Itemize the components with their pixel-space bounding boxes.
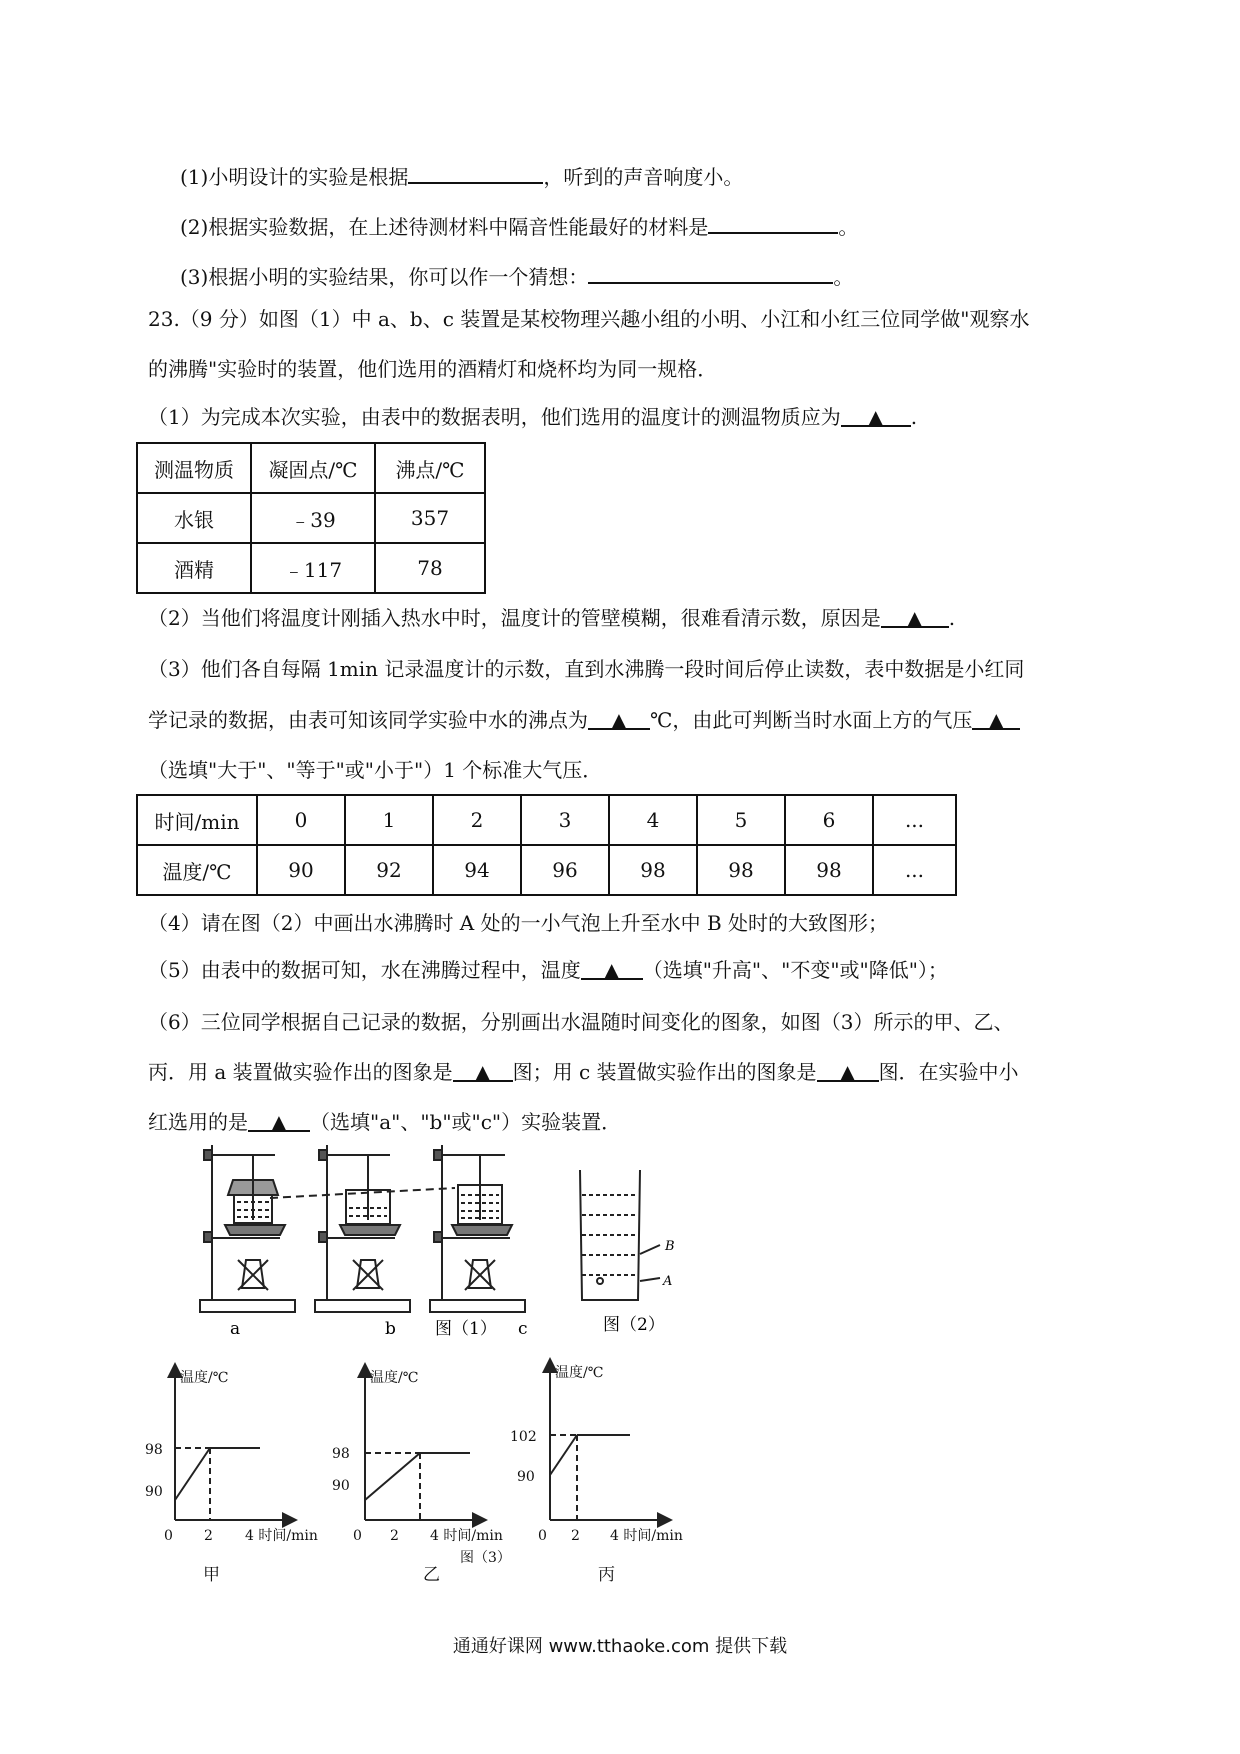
setup-a xyxy=(200,1145,295,1312)
figure-caption: 图（3） xyxy=(460,1550,511,1566)
graphs-figure xyxy=(140,1350,710,1600)
table-cell: ... xyxy=(873,795,956,845)
table-cell: 4 xyxy=(609,795,697,845)
graph-bing xyxy=(550,1365,665,1520)
answer-blank[interactable] xyxy=(708,210,838,234)
triangle-icon: ▲ xyxy=(839,1060,856,1084)
q23-text: 丙．用 a 装置做实验作出的图象是 xyxy=(148,1060,453,1084)
beaker-figure-2 xyxy=(580,1170,660,1300)
y-axis-label: 温度/℃ xyxy=(555,1365,604,1381)
q23-intro-1: 23.（9 分）如图（1）中 a、b、c 装置是某校物理兴趣小组的小明、小江和小红三位同学做"观察水 xyxy=(148,307,1030,331)
q23-part-2 xyxy=(148,604,955,632)
answer-blank[interactable] xyxy=(881,604,949,628)
table-cell: 3 xyxy=(521,795,609,845)
y-tick: 90 xyxy=(332,1478,350,1494)
table-cell: 酒精 xyxy=(137,543,251,593)
setup-b xyxy=(315,1145,410,1312)
apparatus-figure xyxy=(190,1140,710,1340)
q23-part-3a: （3）他们各自每隔 1min 记录温度计的示数，直到水沸腾一段时间后停止读数，表中数据是小红同 xyxy=(148,657,1025,681)
q23-text: 红选用的是 xyxy=(148,1110,248,1134)
q23-part-5 xyxy=(148,956,948,984)
time-temperature-table xyxy=(136,794,957,896)
answer-blank[interactable] xyxy=(841,403,911,427)
graph-name: 甲 xyxy=(203,1565,220,1585)
x-axis-label: 4 时间/min xyxy=(610,1528,683,1544)
q23-text: （2）当他们将温度计刚插入热水中时，温度计的管壁模糊，很难看清示数，原因是 xyxy=(148,606,881,630)
q22-text: 。 xyxy=(833,265,854,289)
q23-text: . xyxy=(910,405,918,429)
q23-text: 图；用 c 装置做实验作出的图象是 xyxy=(512,1060,817,1084)
table-header: 时间/min xyxy=(137,795,257,845)
y-tick: 98 xyxy=(332,1446,350,1462)
table-cell: 98 xyxy=(785,845,873,895)
q23-intro-2: 的沸腾"实验时的装置，他们选用的酒精灯和烧杯均为同一规格． xyxy=(148,357,718,381)
y-tick: 98 xyxy=(145,1442,163,1458)
q22-text: (1)小明设计的实验是根据 xyxy=(180,165,409,189)
figure-label: c xyxy=(518,1319,528,1339)
figure-label: a xyxy=(230,1319,241,1339)
q23-text: 学记录的数据，由表可知该同学实验中水的沸点为 xyxy=(148,708,588,732)
answer-blank[interactable] xyxy=(817,1058,879,1082)
answer-blank[interactable] xyxy=(581,956,643,980)
table-cell: ... xyxy=(873,845,956,895)
table-cell: 94 xyxy=(433,845,521,895)
table-header: 温度/℃ xyxy=(137,845,257,895)
figure-label: b xyxy=(385,1319,396,1339)
x-tick: 0 xyxy=(538,1528,547,1544)
table-cell: 92 xyxy=(345,845,433,895)
thermometer-table xyxy=(136,442,486,594)
q23-text: （1）为完成本次实验，由表中的数据表明，他们选用的温度计的测温物质应为 xyxy=(148,405,841,429)
table-cell: 90 xyxy=(257,845,345,895)
table-cell: 78 xyxy=(375,543,485,593)
x-tick: 2 xyxy=(204,1528,213,1544)
q23-part-6a: （6）三位同学根据自己记录的数据，分别画出水温随时间变化的图象，如图（3）所示的甲、乙、 xyxy=(148,1010,1014,1034)
answer-blank[interactable] xyxy=(972,706,1020,730)
q22-text: (2)根据实验数据，在上述待测材料中隔音性能最好的材料是 xyxy=(180,215,709,239)
triangle-icon: ▲ xyxy=(988,708,1005,732)
y-tick: 90 xyxy=(145,1484,163,1500)
x-tick: 2 xyxy=(571,1528,580,1544)
graph-line xyxy=(175,1448,210,1500)
table-cell: 357 xyxy=(375,493,485,543)
x-tick: 0 xyxy=(164,1528,173,1544)
q23-text: （5）由表中的数据可知，水在沸腾过程中，温度 xyxy=(148,958,581,982)
y-axis-label: 温度/℃ xyxy=(180,1370,229,1386)
q22-text: 。 xyxy=(838,215,859,239)
table-cell: 1 xyxy=(345,795,433,845)
q23-part-4: （4）请在图（2）中画出水沸腾时 A 处的一小气泡上升至水中 B 处时的大致图形； xyxy=(148,911,889,935)
triangle-icon: ▲ xyxy=(868,405,884,429)
beaker-label-a: A xyxy=(663,1274,673,1289)
q23-text: . xyxy=(948,606,956,630)
graph-name: 乙 xyxy=(423,1565,440,1585)
answer-blank[interactable] xyxy=(588,260,833,284)
table-cell: 0 xyxy=(257,795,345,845)
figure-caption: 图（1） xyxy=(435,1319,497,1339)
answer-blank[interactable] xyxy=(408,160,543,184)
table-cell: 6 xyxy=(785,795,873,845)
y-tick: 90 xyxy=(517,1469,535,1485)
triangle-icon: ▲ xyxy=(474,1060,491,1084)
table-cell: ﹣117 xyxy=(251,543,375,593)
triangle-icon: ▲ xyxy=(271,1110,287,1134)
triangle-icon: ▲ xyxy=(611,708,627,732)
table-cell: 水银 xyxy=(137,493,251,543)
triangle-icon: ▲ xyxy=(604,958,620,982)
q23-text: （选填"a"、"b"或"c"）实验装置． xyxy=(310,1110,622,1134)
q23-part-6c xyxy=(148,1108,621,1136)
x-tick: 2 xyxy=(390,1528,399,1544)
y-axis-label: 温度/℃ xyxy=(370,1370,419,1386)
graph-name: 丙 xyxy=(598,1565,615,1585)
q22-line-3 xyxy=(180,260,853,291)
answer-blank[interactable] xyxy=(248,1108,310,1132)
q22-line-1 xyxy=(180,160,743,191)
q22-text: (3)根据小明的实验结果，你可以作一个猜想： xyxy=(180,265,589,289)
graph-yi xyxy=(365,1370,480,1520)
table-header: 测温物质 xyxy=(137,443,251,493)
setup-c xyxy=(430,1145,525,1312)
table-cell: 2 xyxy=(433,795,521,845)
q23-part-3c: （选填"大于"、"等于"或"小于"）1 个标准大气压． xyxy=(148,758,603,782)
y-tick: 102 xyxy=(510,1429,537,1445)
graph-line xyxy=(365,1453,420,1500)
table-cell: ﹣39 xyxy=(251,493,375,543)
figure-caption: 图（2） xyxy=(603,1315,665,1335)
q23-text: 图．在实验中小 xyxy=(878,1060,1019,1084)
answer-blank[interactable] xyxy=(588,706,650,730)
table-header: 凝固点/℃ xyxy=(251,443,375,493)
table-cell: 98 xyxy=(609,845,697,895)
table-cell: 96 xyxy=(521,845,609,895)
q22-line-2 xyxy=(180,210,858,241)
x-axis-label: 4 时间/min xyxy=(430,1528,503,1544)
answer-blank[interactable] xyxy=(453,1058,513,1082)
table-cell: 98 xyxy=(697,845,785,895)
q23-part-6b xyxy=(148,1058,1019,1086)
table-header: 沸点/℃ xyxy=(375,443,485,493)
x-tick: 0 xyxy=(353,1528,362,1544)
footer-text: 通通好课网 www.tthaoke.com 提供下载 xyxy=(452,1636,788,1657)
q23-text: （选填"升高"、"不变"或"降低"）； xyxy=(642,958,948,982)
beaker-label-b: B xyxy=(665,1239,675,1254)
q23-part-1 xyxy=(148,403,917,431)
graph-line xyxy=(550,1435,577,1475)
q23-part-3b xyxy=(148,706,1020,734)
graph-jia xyxy=(175,1370,290,1520)
q23-text: ℃，由此可判断当时水面上方的气压 xyxy=(650,708,973,732)
x-axis-label: 4 时间/min xyxy=(245,1528,318,1544)
table-cell: 5 xyxy=(697,795,785,845)
triangle-icon: ▲ xyxy=(907,606,923,630)
q22-text: ，听到的声音响度小。 xyxy=(543,165,744,189)
